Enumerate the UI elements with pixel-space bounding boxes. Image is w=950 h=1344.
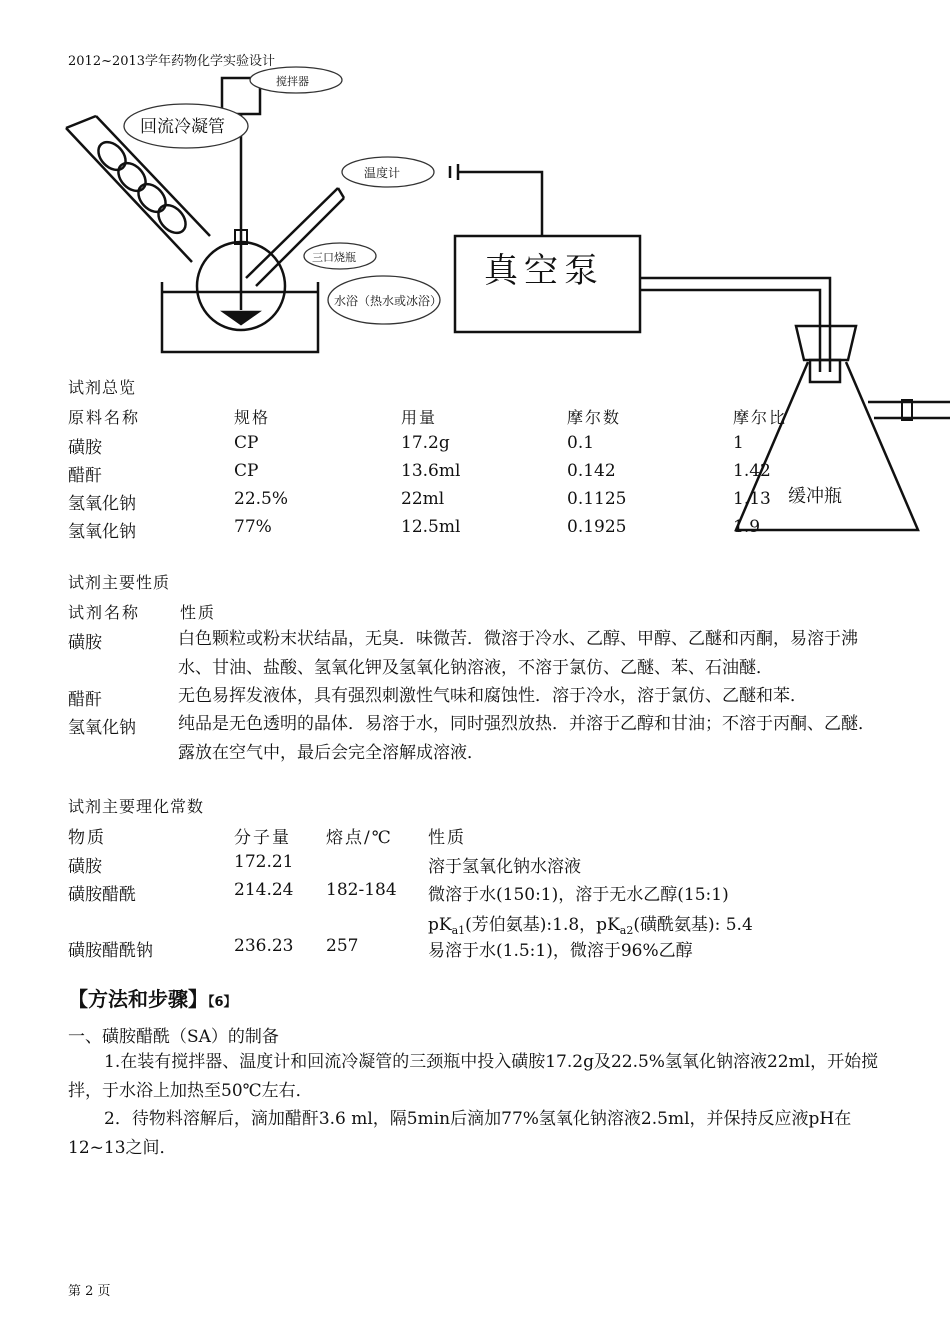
properties-header-row: 试剂名称 性质 (68, 603, 217, 622)
property-text: 无色易挥发液体，具有强烈刺激性气味和腐蚀性．溶于冷水，溶于氯仿、乙醚和苯． (178, 686, 807, 706)
label-flask: 三口烧瓶 (312, 251, 356, 264)
property-name: 醋酐 (68, 690, 102, 710)
label-bath: 水浴（热水或冰浴） (334, 294, 443, 308)
page-header: 2012~2013学年药物化学实验设计 (68, 54, 276, 69)
property-text: 白色颗粒或粉末状结晶，无臭．味微苦．微溶于冷水、乙醇、甲醇、乙醚和丙酮，易溶于沸水、甘油、盐酸、氢氧化钾及氢氧化钠溶液，不溶于氯仿、乙醚、苯、石油醚． (178, 629, 858, 678)
label-thermometer: 温度计 (364, 166, 401, 180)
label-pump: 真空泵 (484, 251, 604, 291)
page-footer: 第 2 页 (68, 1284, 111, 1299)
section-constants: 试剂主要理化常数 (68, 797, 205, 816)
table-row: 氢氧化钠 22.5% 22ml 0.1125 1.13 (68, 489, 771, 514)
table-row: 醋酐 CP 13.6ml 0.142 1.42 (68, 461, 771, 486)
step-1: 1.在装有搅拌器、温度计和回流冷凝管的三颈瓶中投入磺胺17.2g及22.5%氢氧化钠溶液22ml，开始搅拌，于水浴上加热至50℃左右． (68, 1052, 879, 1101)
constants-header-row: 物质 分子量 熔点/℃ 性质 (68, 828, 466, 848)
section-reagent-properties: 试剂主要性质 (68, 573, 171, 592)
property-name: 磺胺 (68, 633, 102, 653)
table-row: 磺胺 172.21 溶于氢氧化钠水溶液 (68, 852, 581, 877)
table-row: 磺胺 CP 17.2g 0.1 1 (68, 433, 744, 458)
property-text: 纯品是无色透明的晶体．易溶于水，同时强烈放热．并溶于乙醇和甘油；不溶于丙酮、乙醚．露放在空气中，最后会完全溶解成溶液． (178, 714, 875, 763)
thermometer (246, 188, 344, 286)
label-condenser: 回流冷凝管 (140, 117, 225, 137)
table-row: 磺胺醋酰 214.24 182-184 微溶于水(150:1)，溶于无水乙醇(15:1) (68, 880, 729, 905)
property-name: 氢氧化钠 (68, 718, 136, 738)
section-reagents-overview: 试剂总览 (68, 378, 137, 397)
method-subtitle: 一、磺胺醋酰（SA）的制备 (68, 1027, 279, 1047)
method-title: 【方法和步骤】【6】 (68, 987, 237, 1011)
table-row: 氢氧化钠 77% 12.5ml 0.1925 1.9 (68, 517, 761, 542)
table-row: 磺胺醋酰钠 236.23 257 易溶于水(1.5:1)，微溶于96%乙醇 (68, 936, 693, 961)
label-stirrer: 搅拌器 (276, 75, 309, 88)
step-2: 2．待物料溶解后，滴加醋酐3.6 ml，隔5min后滴加77%氢氧化钠溶液2.5ml，并保持反应液pH在12~13之间． (68, 1109, 852, 1158)
pka-row: $pK_{a1}$(芳伯氨基):1.8，$pK_{a2}$(磺酰氨基): 5.4 (428, 915, 753, 937)
label-buffer: 缓冲瓶 (788, 486, 842, 507)
overview-header-row: 原料名称 规格 用量 摩尔数 摩尔比 (68, 408, 788, 427)
